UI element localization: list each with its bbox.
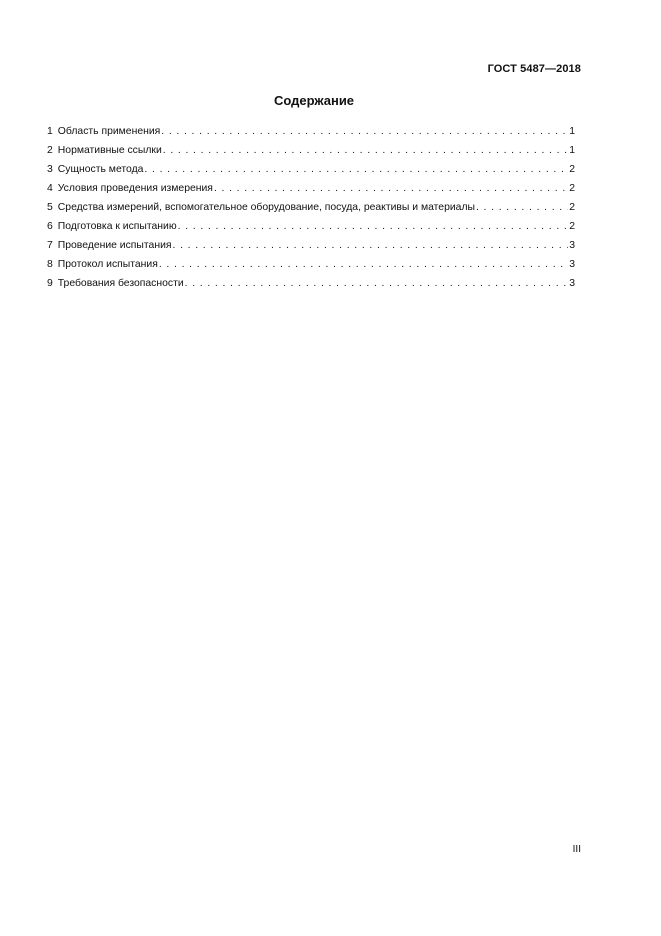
toc-leader-dots	[163, 141, 568, 160]
toc-item-page: 2	[569, 202, 575, 213]
toc-leader-dots	[161, 122, 568, 141]
toc-item-label: Нормативные ссылки	[57, 145, 162, 156]
toc-leader-dots	[476, 198, 568, 217]
toc-item-label: Требования безопасности	[57, 278, 184, 289]
toc-item[interactable]	[47, 141, 575, 160]
toc-item[interactable]	[47, 274, 575, 293]
toc-item-number: 5	[47, 202, 53, 213]
toc-item-label: Проведение испытания	[57, 240, 172, 251]
toc-item-page: 3	[569, 240, 575, 251]
toc-item-number: 4	[47, 183, 53, 194]
toc-leader-dots	[159, 255, 568, 274]
toc-item-number: 9	[47, 278, 53, 289]
toc-item-number: 3	[47, 164, 53, 175]
toc-item-number: 7	[47, 240, 53, 251]
toc-item[interactable]	[47, 122, 575, 141]
toc-item-number: 6	[47, 221, 53, 232]
toc-item-page: 2	[569, 164, 575, 175]
toc-item-label: Область применения	[57, 126, 161, 137]
toc-item-label: Условия проведения измерения	[57, 183, 213, 194]
page-title: Содержание	[273, 93, 355, 108]
page-number: III	[572, 844, 581, 855]
toc-item-number: 1	[47, 126, 53, 137]
toc-item[interactable]	[47, 255, 575, 274]
toc-item-label: Средства измерений, вспомогательное оборудование, посуда, реактивы и материалы	[57, 202, 475, 213]
toc-item[interactable]	[47, 236, 575, 255]
toc-leader-dots	[173, 236, 569, 255]
toc-item-label: Сущность метода	[57, 164, 144, 175]
toc-item[interactable]	[47, 217, 575, 236]
toc-item-number: 2	[47, 145, 53, 156]
toc-item[interactable]	[47, 160, 575, 179]
toc-item[interactable]	[47, 198, 575, 217]
toc-item-page: 1	[569, 145, 575, 156]
document-id: ГОСТ 5487—2018	[487, 63, 581, 75]
toc-item-label: Протокол испытания	[57, 259, 158, 270]
toc-item-label: Подготовка к испытанию	[57, 221, 177, 232]
toc-item-page: 1	[569, 126, 575, 137]
toc-leader-dots	[185, 274, 569, 293]
toc-item-page: 2	[569, 221, 575, 232]
toc-leader-dots	[178, 217, 569, 236]
toc-leader-dots	[214, 179, 568, 198]
toc-item-page: 3	[569, 278, 575, 289]
toc-item-number: 8	[47, 259, 53, 270]
toc-item[interactable]	[47, 179, 575, 198]
table-of-contents	[47, 122, 575, 293]
toc-item-page: 2	[569, 183, 575, 194]
toc-item-page: 3	[569, 259, 575, 270]
toc-leader-dots	[144, 160, 568, 179]
